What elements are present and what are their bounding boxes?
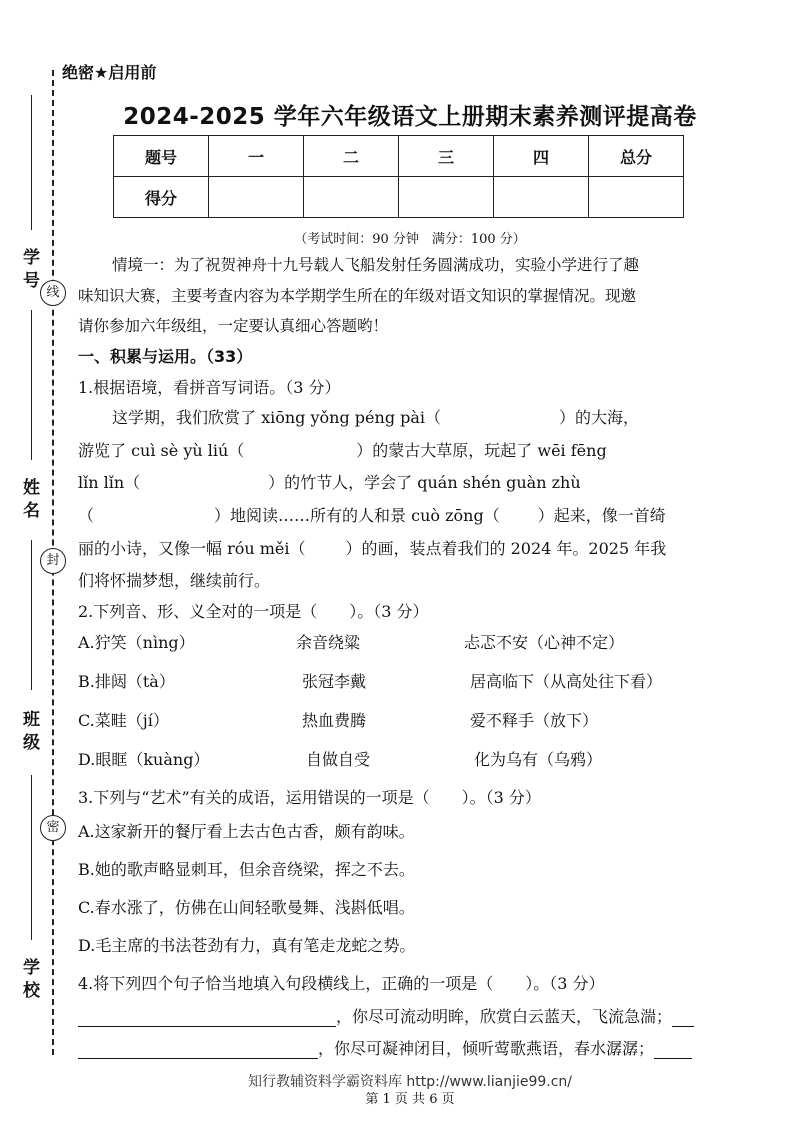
answer-blank[interactable]: [78, 1008, 336, 1027]
score-input-cell[interactable]: [304, 177, 399, 218]
q1-text: （: [78, 506, 95, 525]
q1-text: lǐn lǐn（: [78, 473, 141, 492]
score-cell: 二: [304, 136, 399, 177]
q2-option-c[interactable]: [78, 708, 599, 731]
q2-option-b[interactable]: [78, 669, 663, 692]
answer-blank[interactable]: [78, 1040, 318, 1059]
q3-option-c[interactable]: C.春水涨了，仿佛在山间轻歌曼舞、浅斟低唱。: [78, 898, 415, 917]
q2-option-d[interactable]: [78, 747, 603, 770]
intro-line-1: 情境一：为了祝贺神舟十九号载人飞船发射任务圆满成功，实验小学进行了趣: [112, 256, 640, 274]
section-1-title: 一、积累与运用。（33）: [78, 347, 253, 366]
q1-text: 这学期，我们欣赏了 xiōng yǒng péng pài（: [112, 408, 442, 427]
q3-option-d[interactable]: D.毛主席的书法苍劲有力，真有笔走龙蛇之势。: [78, 936, 416, 955]
score-table-score-row: [114, 177, 684, 218]
score-input-cell[interactable]: [494, 177, 589, 218]
option-col-c: 居高临下（从高处往下看）: [470, 672, 663, 691]
name-line: [31, 310, 32, 460]
score-cell: 总分: [589, 136, 684, 177]
q1-line-2: [78, 438, 607, 461]
option-col-a: A.狞笑（nìng）: [78, 633, 195, 652]
score-cell: 一: [209, 136, 304, 177]
q1-text: ）起来，像一首绮: [537, 506, 666, 525]
school-label: 学 校: [19, 958, 39, 998]
intro-line-2: 味知识大赛，主要考查内容为本学期学生所在的年级对语文知识的掌握情况。现邀: [78, 287, 637, 305]
q1-title: 1.根据语境，看拼音写词语。（3 分）: [78, 378, 341, 397]
q4-line-1: [78, 1004, 694, 1027]
q4-text: ，你尽可凝神闭目，倾听莺歌燕语，春水潺潺；: [318, 1039, 655, 1058]
page-title: 2024-2025 学年六年级语文上册期末素养测评提高卷: [123, 104, 697, 130]
secret-label: 绝密★启用前: [62, 63, 157, 82]
seal-secret-mark: 密: [40, 815, 66, 841]
score-input-cell[interactable]: [589, 177, 684, 218]
q1-line-6: 们将怀揣梦想，继续前行。: [78, 571, 271, 590]
student-id-line: [31, 95, 32, 230]
score-table: [113, 135, 684, 218]
q1-text: ）的竹节人，学会了 quán shén guàn zhù: [268, 473, 581, 492]
q1-text: 丽的小诗，又像一幅 róu měi（: [78, 539, 306, 558]
class-label: 班 级: [19, 710, 39, 750]
option-col-a: B.排闼（tà）: [78, 672, 175, 691]
score-input-cell[interactable]: [399, 177, 494, 218]
q1-text: ）的大海，: [559, 408, 640, 427]
option-col-b: 张冠李戴: [302, 672, 367, 691]
intro-line-3: 请你参加六年级组，一定要认真细心答题哟！: [78, 317, 389, 335]
q1-text: ）地阅读……所有的人和景 cuò zōng（: [214, 506, 500, 525]
q1-line-3: [78, 470, 581, 493]
score-cell: 得分: [114, 177, 209, 218]
seal-line-mark: 线: [40, 280, 66, 306]
q3-option-b[interactable]: B.她的歌声略显刺耳，但余音绕梁，挥之不去。: [78, 860, 415, 879]
q4-title: 4.将下列四个句子恰当地填入句段横线上，正确的一项是（ ）。（3 分）: [78, 974, 605, 993]
option-col-a: D.眼眶（kuàng）: [78, 750, 210, 769]
q1-line-5: [78, 536, 666, 559]
q1-text: ）的画，装点着我们的 2024 年。2025 年我: [345, 539, 667, 558]
score-cell: 三: [399, 136, 494, 177]
q3-title: 3.下列与“艺术”有关的成语，运用错误的一项是（ ）。（3 分）: [78, 788, 541, 807]
score-table-header-row: [114, 136, 684, 177]
q2-option-a[interactable]: [78, 630, 625, 653]
q3-option-a[interactable]: A.这家新开的餐厅看上去古色古香，颇有韵味。: [78, 822, 415, 841]
page-number: 第 1 页 共 6 页: [365, 1092, 455, 1107]
q1-text: 游览了 cuì sè yù liú（: [78, 441, 245, 460]
option-col-c: 化为乌有（乌鸦）: [474, 750, 603, 769]
option-col-c: 忐忑不安（心神不定）: [464, 633, 625, 652]
q2-title: 2.下列音、形、义全对的一项是（ ）。（3 分）: [78, 602, 429, 621]
exam-info: （考试时间：90 分钟 满分：100 分）: [294, 232, 526, 247]
option-col-b: 热血费腾: [302, 711, 367, 730]
score-cell: 四: [494, 136, 589, 177]
seal-seal-mark: 封: [40, 548, 66, 574]
name-label: 姓 名: [19, 478, 39, 518]
score-cell: 题号: [114, 136, 209, 177]
class-line: [31, 540, 32, 690]
q1-line-4: [78, 503, 666, 526]
score-input-cell[interactable]: [209, 177, 304, 218]
q1-line-1: [112, 405, 639, 428]
q4-line-2: [78, 1036, 692, 1059]
student-id-label: 学 号: [19, 248, 39, 288]
footer-watermark: 知行教辅资料学霸资料库 http://www.lianjie99.cn/: [247, 1074, 573, 1090]
option-col-c: 爱不释手（放下）: [470, 711, 599, 730]
option-col-b: 余音绕粱: [296, 633, 361, 652]
q4-text: ，你尽可流动明眸，欣赏白云蓝天，飞流急湍；: [336, 1007, 673, 1026]
q1-text: ）的蒙古大草原，玩起了 wēi fēng: [356, 441, 607, 460]
school-line: [31, 775, 32, 940]
option-col-b: 自做自受: [306, 750, 371, 769]
answer-blank[interactable]: [654, 1040, 692, 1059]
answer-blank[interactable]: [672, 1008, 694, 1027]
option-col-a: C.菜畦（jí）: [78, 711, 169, 730]
